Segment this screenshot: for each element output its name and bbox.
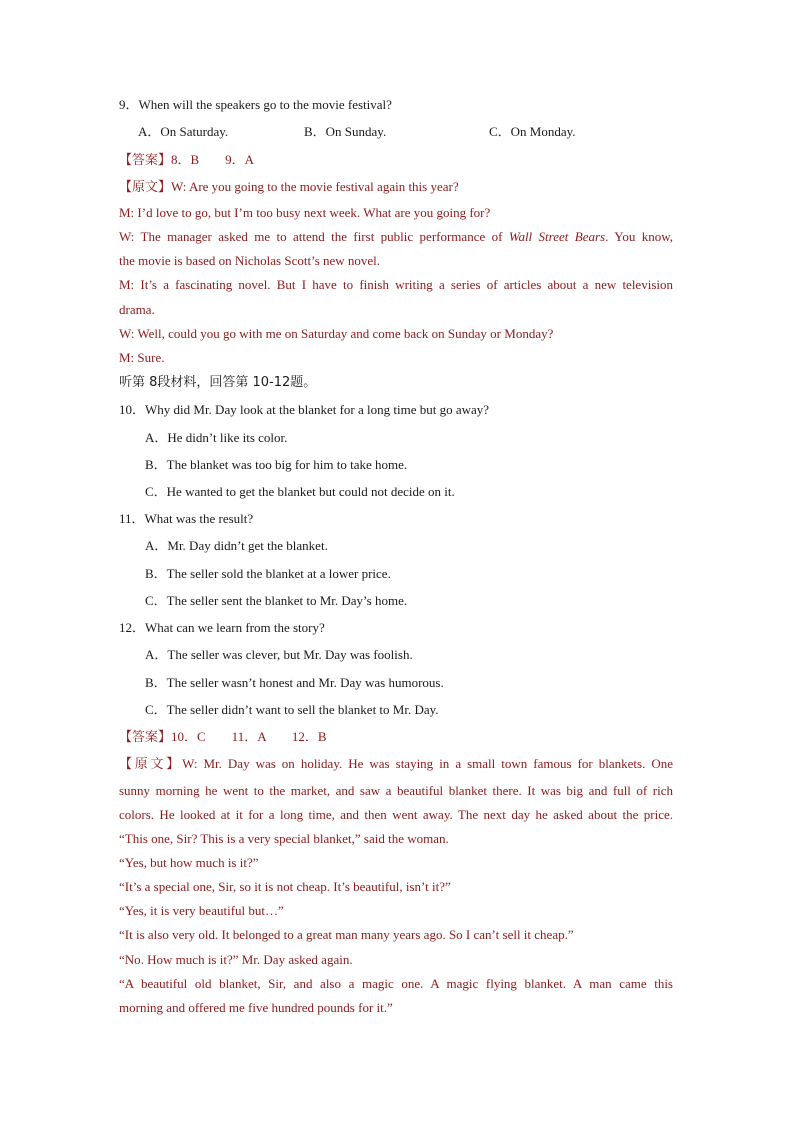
transcript-2-line-2: sunny morning he went to the market, and saw a beautiful blanket there. It was big and full of rich [119,783,673,798]
q12-option-c: C．The seller didn’t want to sell the blanket to Mr. Day. [145,702,439,717]
transcript-1-line-3: W: The manager asked me to attend the first public performance of Wall Street Bears. You know, [119,229,673,244]
transcript-1-line-1: 【原文】W: Are you going to the movie festival again this year? [119,179,459,194]
transcript-1-line-5: M: It’s a fascinating novel. But I have to finish writing a series of articles about a new television [119,277,673,292]
q10-option-b: B．The blanket was too big for him to take home. [145,457,408,472]
answer-text: 10．C 11．A 12．B [171,729,327,744]
transcript-2-line-5: “Yes, but how much is it?” [119,855,259,870]
transcript-2-line-9: “No. How much is it?” Mr. Day asked again. [119,952,353,967]
transcript-1-line-6: drama. [119,302,155,317]
transcript-2-line-3: colors. He looked at it for a long time, and then went away. The next day he asked about the price. [119,807,673,822]
transcript-2-line-6: “It’s a special one, Sir, so it is not cheap. It’s beautiful, isn’t it?” [119,879,451,894]
transcript-2-line-8: “It is also very old. It belonged to a great man many years ago. So I can’t sell it cheap.” [119,927,574,942]
q12-option-a: A．The seller was clever, but Mr. Day was foolish. [145,647,413,662]
answer-block-2 [119,729,327,745]
answer-text: 8．B 9．A [171,152,255,167]
transcript-2-line-7: “Yes, it is very beautiful but…” [119,903,284,918]
answer-label: 【答案】 [119,152,172,167]
question-10: 10．Why did Mr. Day look at the blanket for a long time but go away? [119,402,490,417]
q11-option-b: B．The seller sold the blanket at a lower price. [145,566,391,581]
q10-option-a: A．He didn’t like its color. [145,430,288,445]
q11-option-c: C．The seller sent the blanket to Mr. Day’s home. [145,593,408,608]
movie-title: Wall Street Bears [508,229,606,244]
question-9: 9．When will the speakers go to the movie festival? [119,97,392,112]
answer-label: 【答案】 [119,729,172,744]
question-11: 11．What was the result? [119,511,254,526]
transcript-1-line-8: M: Sure. [119,350,165,365]
transcript-label: 【原文】 [119,756,183,771]
transcript-1-line-7: W: Well, could you go with me on Saturday and come back on Sunday or Monday? [119,326,554,341]
q9-option-c: C．On Monday. [489,124,576,139]
q10-option-c: C．He wanted to get the blanket but could not decide on it. [145,484,455,499]
transcript-2-line-10: “A beautiful old blanket, Sir, and also a magic one. A magic flying blanket. A man came this [119,976,673,991]
question-12: 12．What can we learn from the story? [119,620,325,635]
q12-option-b: B．The seller wasn’t honest and Mr. Day was humorous. [145,675,444,690]
q11-option-a: A．Mr. Day didn’t get the blanket. [145,538,328,553]
transcript-2-line-1: 【原文】W: Mr. Day was on holiday. He was staying in a small town famous for blankets. One [119,756,673,771]
transcript-1-line-4: the movie is based on Nicholas Scott’s new novel. [119,253,381,268]
answer-block-1 [119,152,254,168]
transcript-label: 【原文】 [119,179,172,194]
transcript-2-line-11: morning and offered me five hundred pounds for it.” [119,1000,393,1015]
section-intro: 听第 8段材料，回答第 10-12题。 [119,375,317,390]
q9-option-a: A．On Saturday. [138,124,229,139]
transcript-2-line-4: “This one, Sir? This is a very special blanket,” said the woman. [119,831,449,846]
q9-option-b: B．On Sunday. [304,124,387,139]
transcript-1-line-2: M: I’d love to go, but I’m too busy next week. What are you going for? [119,205,491,220]
